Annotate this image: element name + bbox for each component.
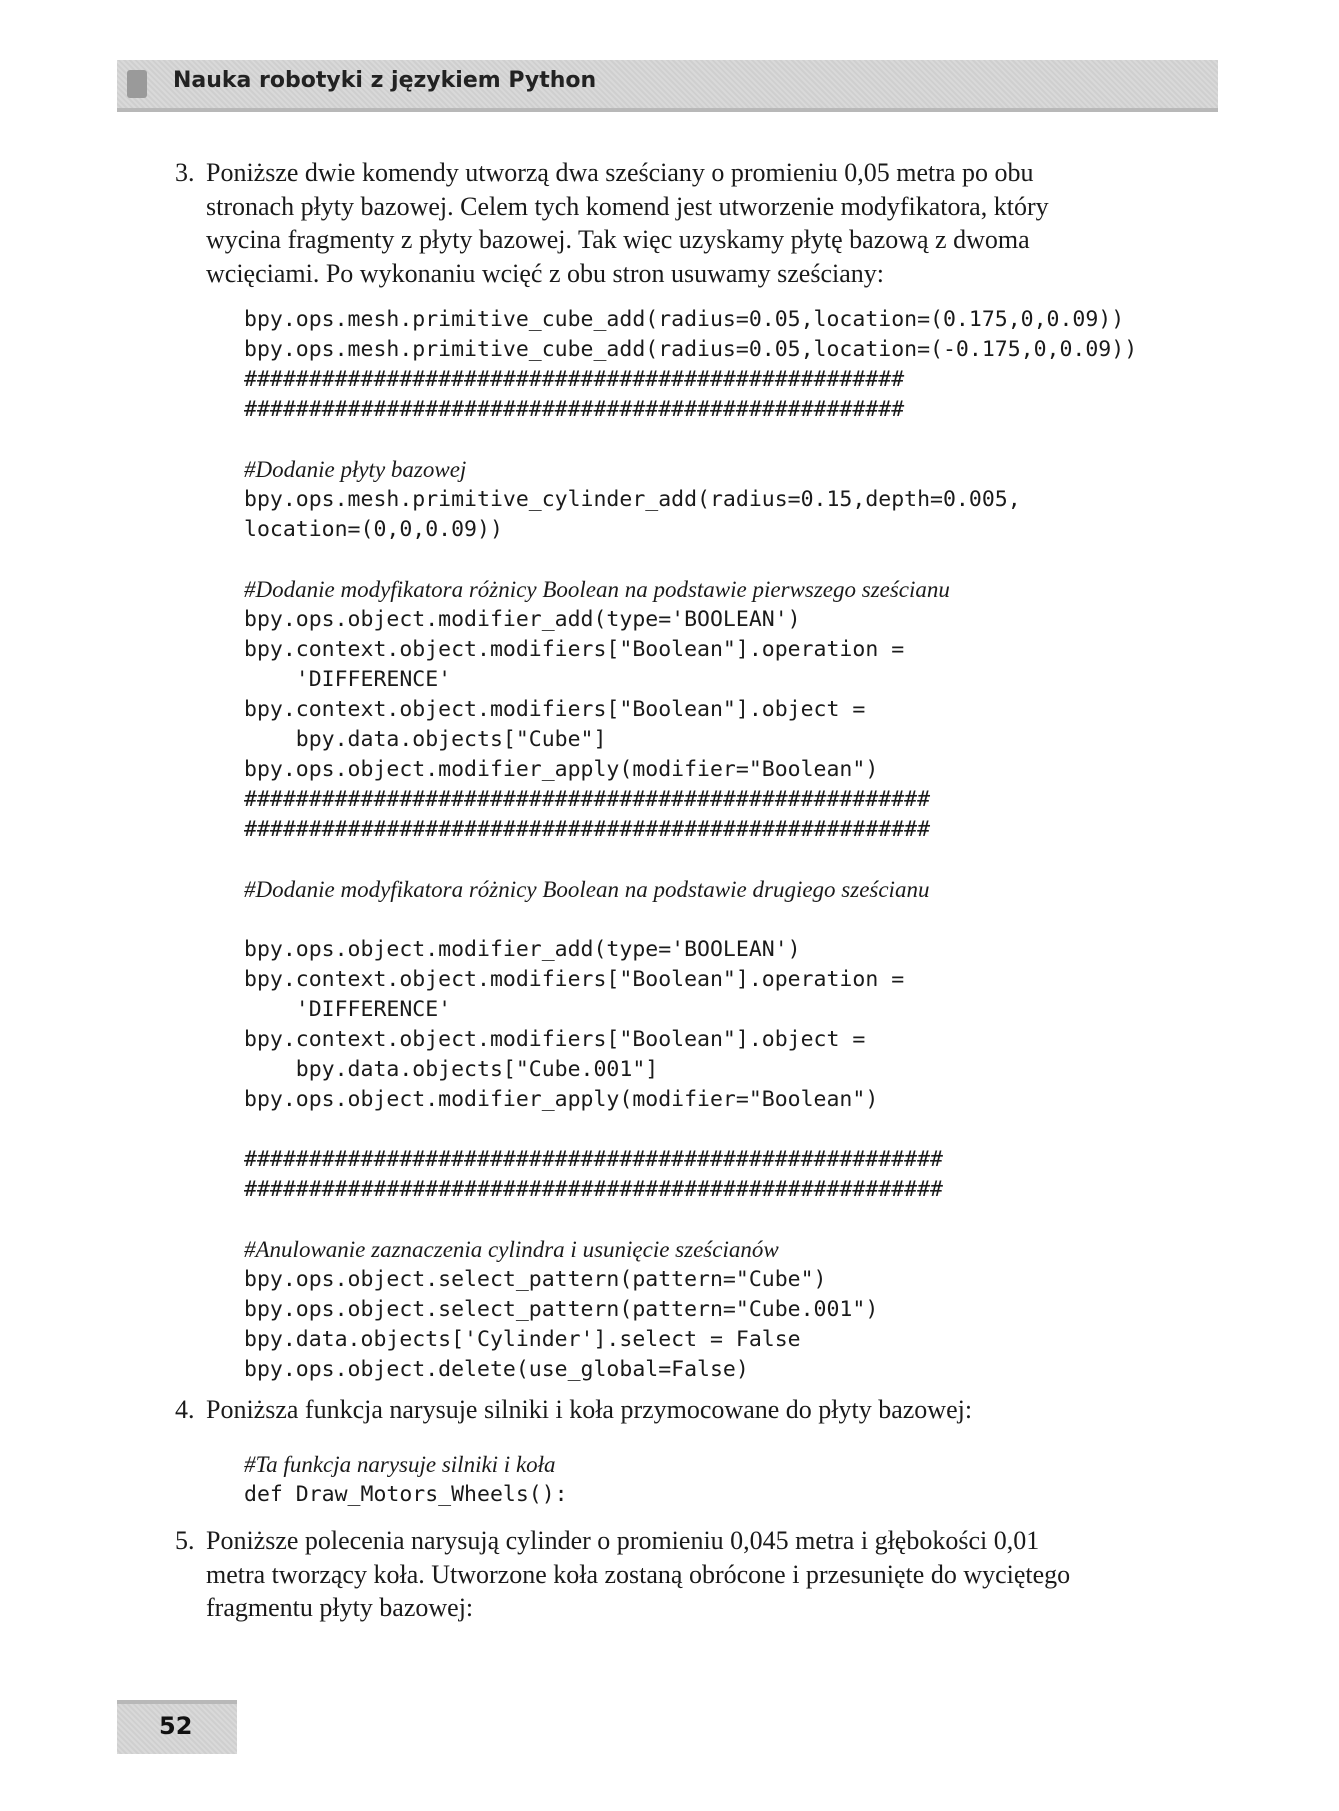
code-line: 'DIFFERENCE' (244, 667, 452, 692)
item-number: 4. (175, 1395, 195, 1424)
code-line: bpy.ops.object.select_pattern(pattern="Cube") (244, 1267, 827, 1292)
text-line: wcięciami. Po wykonaniu wcięć z obu stron usuwamy sześciany: (206, 258, 884, 288)
code-comment: #Anulowanie zaznaczenia cylindra i usunięcie sześcianów (244, 1237, 779, 1262)
text-line: stronach płyty bazowej. Celem tych komend jest utworzenie modyfikatora, który (206, 191, 1049, 221)
code-line: 'DIFFERENCE' (244, 997, 452, 1022)
code-block-1 (244, 305, 1184, 1385)
item-text (206, 156, 1165, 290)
code-line: ###################################################### (244, 1147, 943, 1172)
text-line: Poniższe polecenia narysują cylinder o promieniu 0,045 metra i głębokości 0,01 (206, 1526, 1040, 1555)
code-line: bpy.context.object.modifiers["Boolean"].operation = (244, 637, 905, 662)
code-line: ################################################### (244, 397, 905, 422)
item-number: 3. (175, 158, 195, 187)
code-line (244, 1205, 1184, 1235)
text-line: fragmentu płyty bazowej: (206, 1593, 474, 1622)
running-header (117, 60, 1218, 112)
code-line: bpy.ops.object.modifier_apply(modifier="Boolean") (244, 757, 879, 782)
list-item-4 (175, 1393, 1165, 1427)
code-line: ##################################################### (244, 787, 931, 812)
code-line: bpy.ops.object.modifier_add(type='BOOLEAN') (244, 607, 801, 632)
code-line: ###################################################### (244, 1177, 943, 1202)
code-line (244, 845, 1184, 875)
code-line: bpy.data.objects["Cube"] (244, 727, 607, 752)
code-line: def Draw_Motors_Wheels(): (244, 1482, 568, 1507)
code-line: bpy.ops.object.modifier_add(type='BOOLEAN') (244, 937, 801, 962)
code-line: bpy.ops.object.modifier_apply(modifier="Boolean") (244, 1087, 879, 1112)
code-line: bpy.context.object.modifiers["Boolean"].operation = (244, 967, 905, 992)
book-title: Nauka robotyki z językiem Python (173, 68, 597, 93)
code-block-2 (244, 1450, 1184, 1510)
list-item-3 (175, 156, 1165, 290)
code-line: bpy.ops.object.select_pattern(pattern="Cube.001") (244, 1297, 879, 1322)
code-line (244, 545, 1184, 575)
page-number: 52 (159, 1712, 193, 1740)
text-line: Poniższa funkcja narysuje silniki i koła przymocowane do płyty bazowej: (206, 1395, 973, 1424)
code-line: bpy.ops.object.delete(use_global=False) (244, 1357, 749, 1382)
code-line: ##################################################### (244, 817, 931, 842)
code-comment: #Dodanie płyty bazowej (244, 457, 467, 482)
code-comment: #Ta funkcja narysuje silniki i koła (244, 1452, 556, 1477)
code-line: bpy.ops.mesh.primitive_cylinder_add(radius=0.15,depth=0.005, (244, 487, 1021, 512)
code-line: location=(0,0,0.09)) (244, 517, 503, 542)
item-number: 5. (175, 1526, 195, 1555)
code-line (244, 1115, 1184, 1145)
item-text (206, 1524, 1165, 1625)
page-number-box (117, 1700, 237, 1754)
code-line: ################################################### (244, 367, 905, 392)
code-line: bpy.context.object.modifiers["Boolean"].object = (244, 697, 866, 722)
text-line: metra tworzący koła. Utworzone koła zostaną obrócone i przesunięte do wyciętego (206, 1559, 1071, 1589)
code-comment: #Dodanie modyfikatora różnicy Boolean na podstawie drugiego sześcianu (244, 877, 930, 902)
code-line: bpy.data.objects['Cylinder'].select = False (244, 1327, 801, 1352)
code-line: bpy.ops.mesh.primitive_cube_add(radius=0.05,location=(-0.175,0,0.09)) (244, 337, 1138, 362)
code-comment: #Dodanie modyfikatora różnicy Boolean na podstawie pierwszego sześcianu (244, 577, 950, 602)
code-line: bpy.data.objects["Cube.001"] (244, 1057, 659, 1082)
code-line: bpy.ops.mesh.primitive_cube_add(radius=0.05,location=(0.175,0,0.09)) (244, 307, 1125, 332)
list-item-5 (175, 1524, 1165, 1625)
code-line: bpy.context.object.modifiers["Boolean"].object = (244, 1027, 866, 1052)
text-line: Poniższe dwie komendy utworzą dwa sześciany o promieniu 0,05 metra po obu (206, 158, 1034, 187)
code-line (244, 425, 1184, 455)
header-marker (127, 70, 147, 98)
code-line (244, 905, 1184, 935)
text-line: wycina fragmenty z płyty bazowej. Tak więc uzyskamy płytę bazową z dwoma (206, 225, 1030, 254)
item-text (206, 1393, 1165, 1427)
